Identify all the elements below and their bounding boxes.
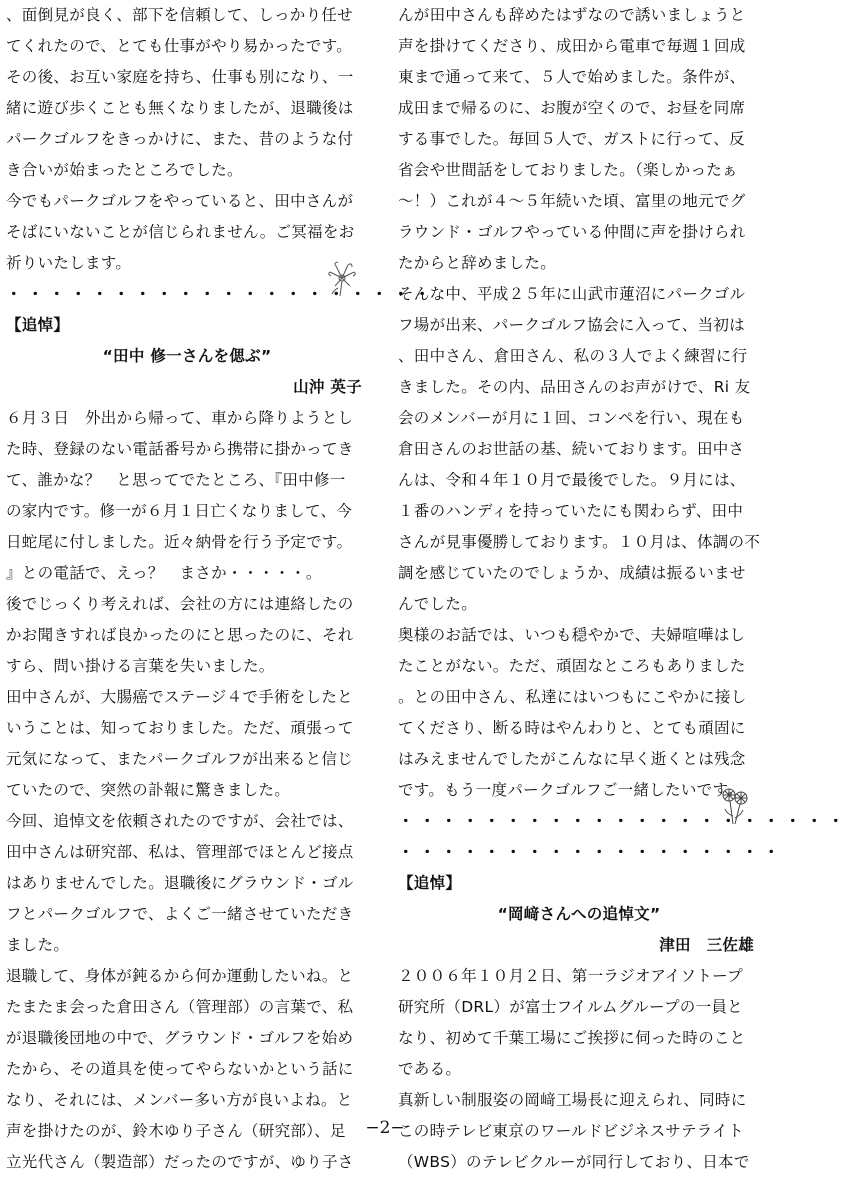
- text-line: 【追悼】: [398, 874, 462, 892]
- dotted-divider: ・・・・・・・・・・・・・・・・・・: [398, 843, 786, 861]
- text-line: ていたので、突然の訃報に驚きました。: [6, 781, 291, 799]
- text-line: “田中 修一さんを偲ぶ”: [102, 347, 272, 365]
- page-number: −2−: [365, 1118, 405, 1138]
- text-line: てくれたので、とても仕事がやり易かったです。: [6, 37, 353, 55]
- text-line: １番のハンディを持っていたにも関わらず、田中: [398, 502, 744, 520]
- text-line: んは、令和４年１０月で最後でした。９月には、: [398, 471, 746, 489]
- text-line: が退職後団地の中で、グラウンド・ゴルフを始め: [6, 1029, 354, 1047]
- text-line: ～！）これが４～５年続いた頃、富里の地元でグ: [398, 192, 746, 210]
- text-line: 後でじっくり考えれば、会社の方には連絡したの: [6, 595, 354, 613]
- text-line: 今回、追悼文を依頼されたのですが、会社では、: [6, 812, 354, 830]
- text-line: 真新しい制服姿の岡﨑工場長に迎えられ、同時に: [398, 1091, 747, 1109]
- text-line: 、面倒見が良く、部下を信頼して、しっかり任せ: [6, 6, 353, 24]
- text-line: 声を掛けてくださり、成田から電車で毎週１回成: [398, 37, 746, 55]
- text-line: （WBS）のテレビクルーが同行しており、日本で: [398, 1153, 750, 1171]
- text-line: たから、その道具を使ってやらないかという話に: [6, 1060, 354, 1078]
- right-column: [398, 0, 850, 1178]
- text-line: パークゴルフをきっかけに、また、昔のような付: [6, 130, 354, 148]
- text-line: 田中さんは研究部、私は、管理部でほとんど接点: [6, 843, 354, 861]
- text-line: 声を掛けたのが、鈴木ゆり子さん（研究部）、足: [6, 1122, 346, 1140]
- dotted-divider: ・・・・・・・・・・・・・・・・・・・・: [6, 285, 437, 303]
- text-line: て、誰かな？ と思ってでたところ、『田中修一: [6, 471, 346, 489]
- text-line: 調を感じていたのでしょうか、成績は振るいませ: [398, 564, 746, 582]
- flower-icon: [326, 258, 358, 298]
- text-line: 東まで通って来て、５人で始めました。条件が、: [398, 68, 746, 86]
- text-line: きました。その内、品田さんのお声がけで、Ri 友: [398, 378, 751, 396]
- text-line: はありませんでした。退職後にグラウンド・ゴル: [6, 874, 354, 892]
- text-line: 山沖 英子: [293, 378, 362, 396]
- text-line: 緒に遊び歩くことも無くなりましたが、退職後は: [6, 99, 354, 117]
- text-line: である。: [398, 1060, 462, 1078]
- text-line: 津田 三佐雄: [659, 936, 754, 954]
- text-line: 研究所（DRL）が富士フイルムグループの一員と: [398, 998, 743, 1016]
- text-line: なり、それには、メンバー多い方が良いよね。と: [6, 1091, 353, 1109]
- text-line: の家内です。修一が６月１日亡くなりまして、今: [6, 502, 353, 520]
- text-line: ました。: [6, 936, 70, 954]
- text-line: 立光代さん（製造部）だったのですが、ゆり子さ: [6, 1153, 354, 1171]
- text-line: “岡﨑さんへの追悼文”: [497, 905, 661, 923]
- text-line: 元気になって、またパークゴルフが出来ると信じ: [6, 750, 353, 768]
- text-line: なり、初めて千葉工場にご挨拶に伺った時のこと: [398, 1029, 746, 1047]
- text-line: たからと辞めました。: [398, 254, 557, 272]
- text-line: 会のメンバーが月に１回、コンペを行い、現在も: [398, 409, 745, 427]
- text-line: いうことは、知っておりました。ただ、頑張って: [6, 719, 354, 737]
- dandelion-flower-icon: [718, 786, 752, 826]
- text-line: ６月３日 外出から帰って、車から降りようとし: [6, 409, 354, 427]
- text-line: んが田中さんも辞めたはずなので誘いましょうと: [398, 6, 746, 24]
- text-line: 退職して、身体が鈍るから何か運動したいね。と: [6, 967, 354, 985]
- text-line: 成田まで帰るのに、お腹が空くので、お昼を同席: [398, 99, 746, 117]
- text-line: です。もう一度パークゴルフご一緒したいです。: [398, 781, 743, 799]
- text-line: そんな中、平成２５年に山武市蓮沼にパークゴル: [398, 285, 746, 303]
- text-line: ２００６年１０月２日、第一ラジオアイソトープ: [398, 967, 743, 985]
- text-line: 』との電話で、えっ？ まさか・・・・・。: [6, 564, 322, 582]
- text-line: かお聞きすれば良かったのにと思ったのに、それ: [6, 626, 354, 644]
- text-line: 省会や世間話をしておりました。（楽しかったぁ: [398, 161, 738, 179]
- text-line: ラウンド・ゴルフやっている仲間に声を掛けられ: [398, 223, 746, 241]
- text-line: たことがない。ただ、頑固なところもありました: [398, 657, 746, 675]
- dotted-divider: ・・・・・・・・・・・・・・・・・・・・・: [398, 812, 850, 830]
- text-line: た時、登録のない電話番号から携帯に掛かってき: [6, 440, 354, 458]
- text-line: てくださり、断る時はやんわりと、とても頑固に: [398, 719, 746, 737]
- text-line: 今でもパークゴルフをやっていると、田中さんが: [6, 192, 354, 210]
- text-line: はみえませんでしたがこんなに早く逝くとは残念: [398, 750, 746, 768]
- text-line: 、田中さん、倉田さん、私の３人でよく練習に行: [398, 347, 748, 365]
- text-line: たまたま会った倉田さん（管理部）の言葉で、私: [6, 998, 354, 1016]
- text-line: 日蛇尾に付しました。近々納骨を行う予定です。: [6, 533, 353, 551]
- text-line: 。との田中さん、私達にはいつもにこやかに接し: [398, 688, 747, 706]
- text-line: き合いが始まったところでした。: [6, 161, 243, 179]
- text-line: んでした。: [398, 595, 478, 613]
- text-line: 祈りいたします。: [6, 254, 132, 272]
- text-line: 倉田さんのお世話の基、続いております。田中さ: [398, 440, 745, 458]
- text-line: この時テレビ東京のワールドビジネスサテライト: [398, 1122, 744, 1140]
- text-line: フとパークゴルフで、よくご一緒させていただき: [6, 905, 354, 923]
- text-line: そばにいないことが信じられません。ご冥福をお: [6, 223, 355, 241]
- text-line: する事でした。毎回５人で、ガストに行って、反: [398, 130, 745, 148]
- text-line: さんが見事優勝しております。１０月は、体調の不: [398, 533, 761, 551]
- text-line: その後、お互い家庭を持ち、仕事も別になり、一: [6, 68, 354, 86]
- text-line: 奥様のお話では、いつも穏やかで、夫婦喧嘩はし: [398, 626, 746, 644]
- text-line: 【追悼】: [6, 316, 70, 334]
- text-line: 田中さんが、大腸癌でステージ４で手術をしたと: [6, 688, 353, 706]
- text-line: フ場が出来、パークゴルフ協会に入って、当初は: [398, 316, 745, 334]
- text-line: すら、問い掛ける言葉を失いました。: [6, 657, 275, 675]
